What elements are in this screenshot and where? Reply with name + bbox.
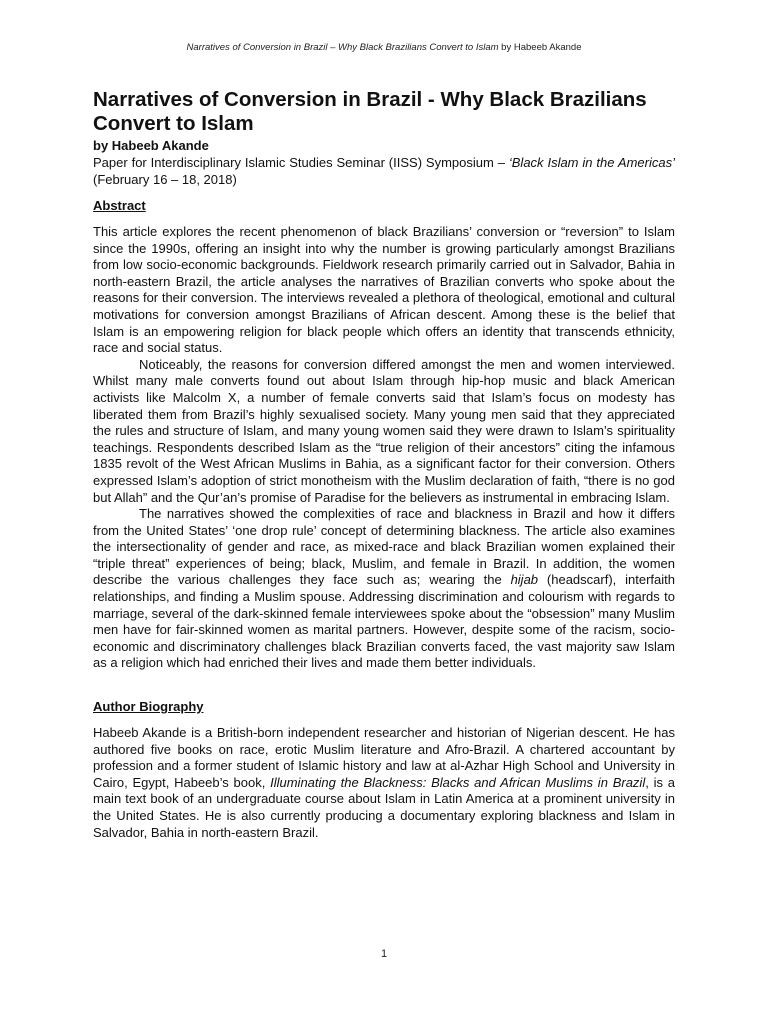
- abstract-paragraph-2: Noticeably, the reasons for conversion differed amongst the men and women interviewed. Whilst many male converts found out about Islam through hip-hop music and black American activists like Malcolm X, a number of female converts said that Islam’s focus on modesty has liberated them from Brazil’s highly sexualised society. Many young men said that they appreciated the rules and structure of Islam, and many young women said they were drawn to Islam’s spirituality teachings. Respondents described Islam as the “true religion of their ancestors” citing the infamous 1835 revolt of the West African Muslims in Bahia, as a significant factor for their conversion. Others expressed Islam’s adoption of strict monotheism with the Muslim declaration of faith, “there is no god but Allah” and the Qur’an’s promise of Paradise for the believers as instrumental in embracing Islam.: [93, 356, 675, 505]
- abstract-paragraph-3-part-b: (headscarf), interfaith relationships, and finding a Muslim spouse. Addressing discrimination and colourism with regards to marriage, several of the dark-skinned female interviewees spoke about the “obsession” many Muslim men have for fair-skinned women as marital partners. However, despite some of the racism, socio-economic and discriminatory challenges black Brazilian converts faced, the vast majority saw Islam as a religion which had enriched their lives and made them better individuals.: [93, 572, 675, 671]
- paper-info: [93, 154, 675, 188]
- book-title: Illuminating the Blackness: Blacks and African Muslims in Brazil: [270, 774, 646, 790]
- running-header-title: Narratives of Conversion in Brazil – Why Black Brazilians Convert to Islam: [186, 42, 499, 53]
- abstract-heading: Abstract: [93, 198, 146, 213]
- biography-heading: Author Biography: [93, 699, 204, 715]
- abstract-section: [93, 224, 675, 672]
- running-header: [0, 42, 768, 53]
- main-content: [93, 88, 675, 841]
- page-title: Narratives of Conversion in Brazil - Why Black Brazilians Convert to Islam: [93, 88, 647, 135]
- abstract-paragraph-3: [93, 506, 675, 672]
- paper-info-prefix: Paper for Interdisciplinary Islamic Studies Seminar (IISS) Symposium –: [93, 155, 509, 170]
- biography-part-a: Habeeb Akande is a British-born independent researcher and historian of Nigerian descent. He has authored five books on race, erotic Muslim literature and Afro-Brazil. A chartered accountant by profession and a former student of Islamic history and law at al-Azhar High School and University in Cairo, Egypt, Habeeb’s book,: [93, 725, 675, 790]
- page-number: 1: [380, 948, 388, 960]
- paper-info-symposium-title: ‘Black Islam in the Americas’: [508, 155, 675, 170]
- author-byline: by Habeeb Akande: [93, 138, 209, 153]
- hijab-term: hijab: [510, 572, 539, 588]
- abstract-paragraph-3-part-a: The narratives showed the complexities of race and blackness in Brazil and how it differs from the United States’ ‘one drop rule’ concept of determining blackness. The article also examines the intersectionality of gender and race, as mixed-race and black Brazilian women explained their “triple threat” experiences of being; black, Muslim, and female in Brazil. In addition, the women describe the various challenges they face such as; wearing the: [93, 506, 675, 588]
- paper-info-dates: (February 16 – 18, 2018): [93, 172, 237, 187]
- biography-paragraph: [93, 725, 675, 841]
- biography-part-b: , is a main text book of an undergraduate course about Islam in Latin America at a prominent university in the United States. He is also currently producing a documentary exploring blackness and Islam in Salvador, Bahia in north-eastern Brazil.: [93, 774, 675, 840]
- running-header-author: by Habeeb Akande: [498, 42, 582, 53]
- abstract-paragraph-1: This article explores the recent phenomenon of black Brazilians’ conversion or “reversion” to Islam since the 1990s, offering an insight into why the number is growing particularly amongst Brazilians from low socio-economic backgrounds. Fieldwork research primarily carried out in Salvador, Bahia in north-eastern Brazil, the article analyses the narratives of Brazilian converts who spoke about the reasons for their conversion. The interviews revealed a plethora of theological, emotional and cultural motivations for conversion amongst Brazilians of African descent. Among these is the belief that Islam is an empowering religion for black people which offers an identity that transcends ethnicity, race and social status.: [93, 224, 675, 356]
